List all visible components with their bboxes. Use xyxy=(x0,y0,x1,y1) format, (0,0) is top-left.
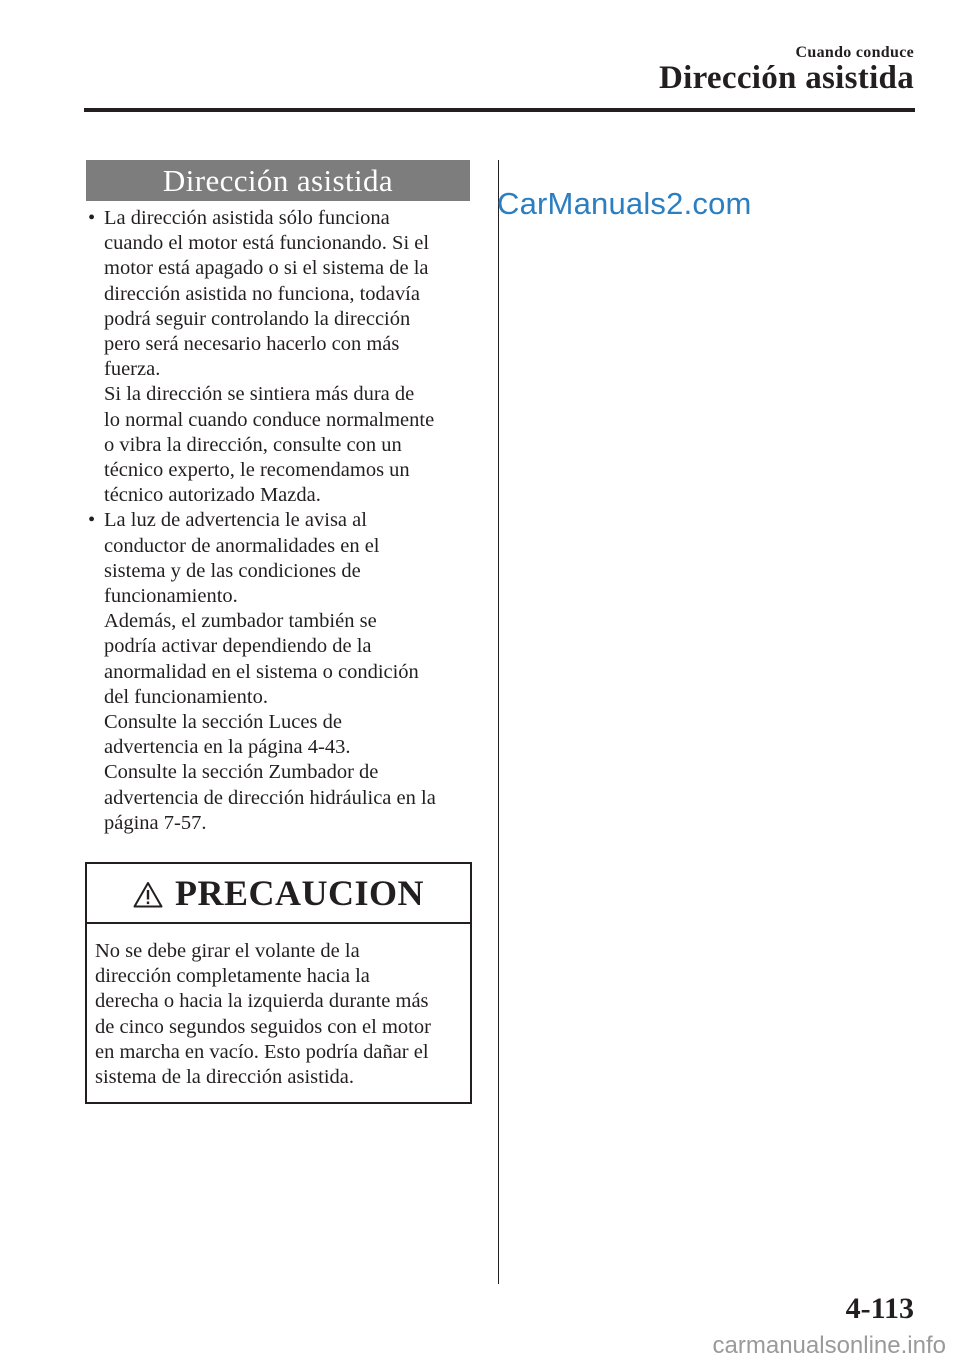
bullet-item-2 xyxy=(86,508,472,836)
watermark: CarManuals2.com xyxy=(497,186,752,221)
text-line: podría activar dependiendo de la xyxy=(104,635,372,658)
header-page-title: Dirección asistida xyxy=(658,60,914,96)
text-line: lo normal cuando conduce normalmente xyxy=(104,408,435,431)
text-line: Si la dirección se sintiera más dura de xyxy=(104,383,415,406)
bullet-marker: • xyxy=(88,509,96,532)
text-line: Además, el zumbador también se xyxy=(104,610,377,633)
text-line: sistema de la dirección asistida. xyxy=(95,1066,355,1089)
text-line: funcionamiento. xyxy=(104,585,238,608)
page-number: 4-113 xyxy=(845,1292,914,1325)
warning-triangle-icon xyxy=(133,881,163,908)
text-line: técnico experto, le recomendamos un xyxy=(104,459,410,482)
text-line: cuando el motor está funcionando. Si el xyxy=(104,232,430,255)
header-divider xyxy=(84,108,915,112)
text-line: No se debe girar el volante de la xyxy=(95,940,360,962)
bullet-marker: • xyxy=(88,207,96,229)
caution-box xyxy=(85,862,472,1104)
text-line: dirección asistida no funciona, todavía xyxy=(104,282,420,305)
text-line: o vibra la dirección, consulte con un xyxy=(104,433,402,456)
text-line: conductor de anormalidades en el xyxy=(104,534,380,557)
text-line: fuerza. xyxy=(104,358,161,381)
text-line: anormalidad en el sistema o condición xyxy=(104,660,419,683)
footer-url[interactable]: carmanualsonline.info xyxy=(712,1332,946,1359)
text-line: advertencia de dirección hidráulica en la xyxy=(104,786,436,809)
text-line: advertencia en la página 4-43. xyxy=(104,736,351,759)
text-line: motor está apagado o si el sistema de la xyxy=(104,257,429,280)
text-line: podrá seguir controlando la dirección xyxy=(104,307,411,330)
caution-text xyxy=(87,924,470,1090)
section-title-bar: Dirección asistida xyxy=(86,160,470,201)
text-line: Consulte la sección Zumbador de xyxy=(104,761,379,784)
caution-header xyxy=(87,864,470,924)
text-line: en marcha en vacío. Esto podría dañar el xyxy=(95,1040,429,1063)
text-line: dirección completamente hacia la xyxy=(95,965,370,988)
bullet-list xyxy=(86,206,472,836)
text-line: técnico autorizado Mazda. xyxy=(104,484,321,507)
text-line: de cinco segundos seguidos con el motor xyxy=(95,1015,431,1038)
caution-title: PRECAUCION xyxy=(174,873,424,913)
text-line: pero será necesario hacerlo con más xyxy=(104,333,400,356)
text-line: derecha o hacia la izquierda durante más xyxy=(95,990,429,1013)
text-line: Consulte la sección Luces de xyxy=(104,711,342,734)
text-line: sistema y de las condiciones de xyxy=(104,559,361,582)
text-line: del funcionamiento. xyxy=(104,685,268,708)
text-line: La dirección asistida sólo funciona xyxy=(104,207,390,229)
bullet-item-1 xyxy=(86,206,472,508)
header-section-label: Cuando conduce xyxy=(795,44,914,61)
column-divider xyxy=(498,160,499,1284)
text-line: página 7-57. xyxy=(104,811,207,834)
text-line: La luz de advertencia le avisa al xyxy=(104,509,367,532)
